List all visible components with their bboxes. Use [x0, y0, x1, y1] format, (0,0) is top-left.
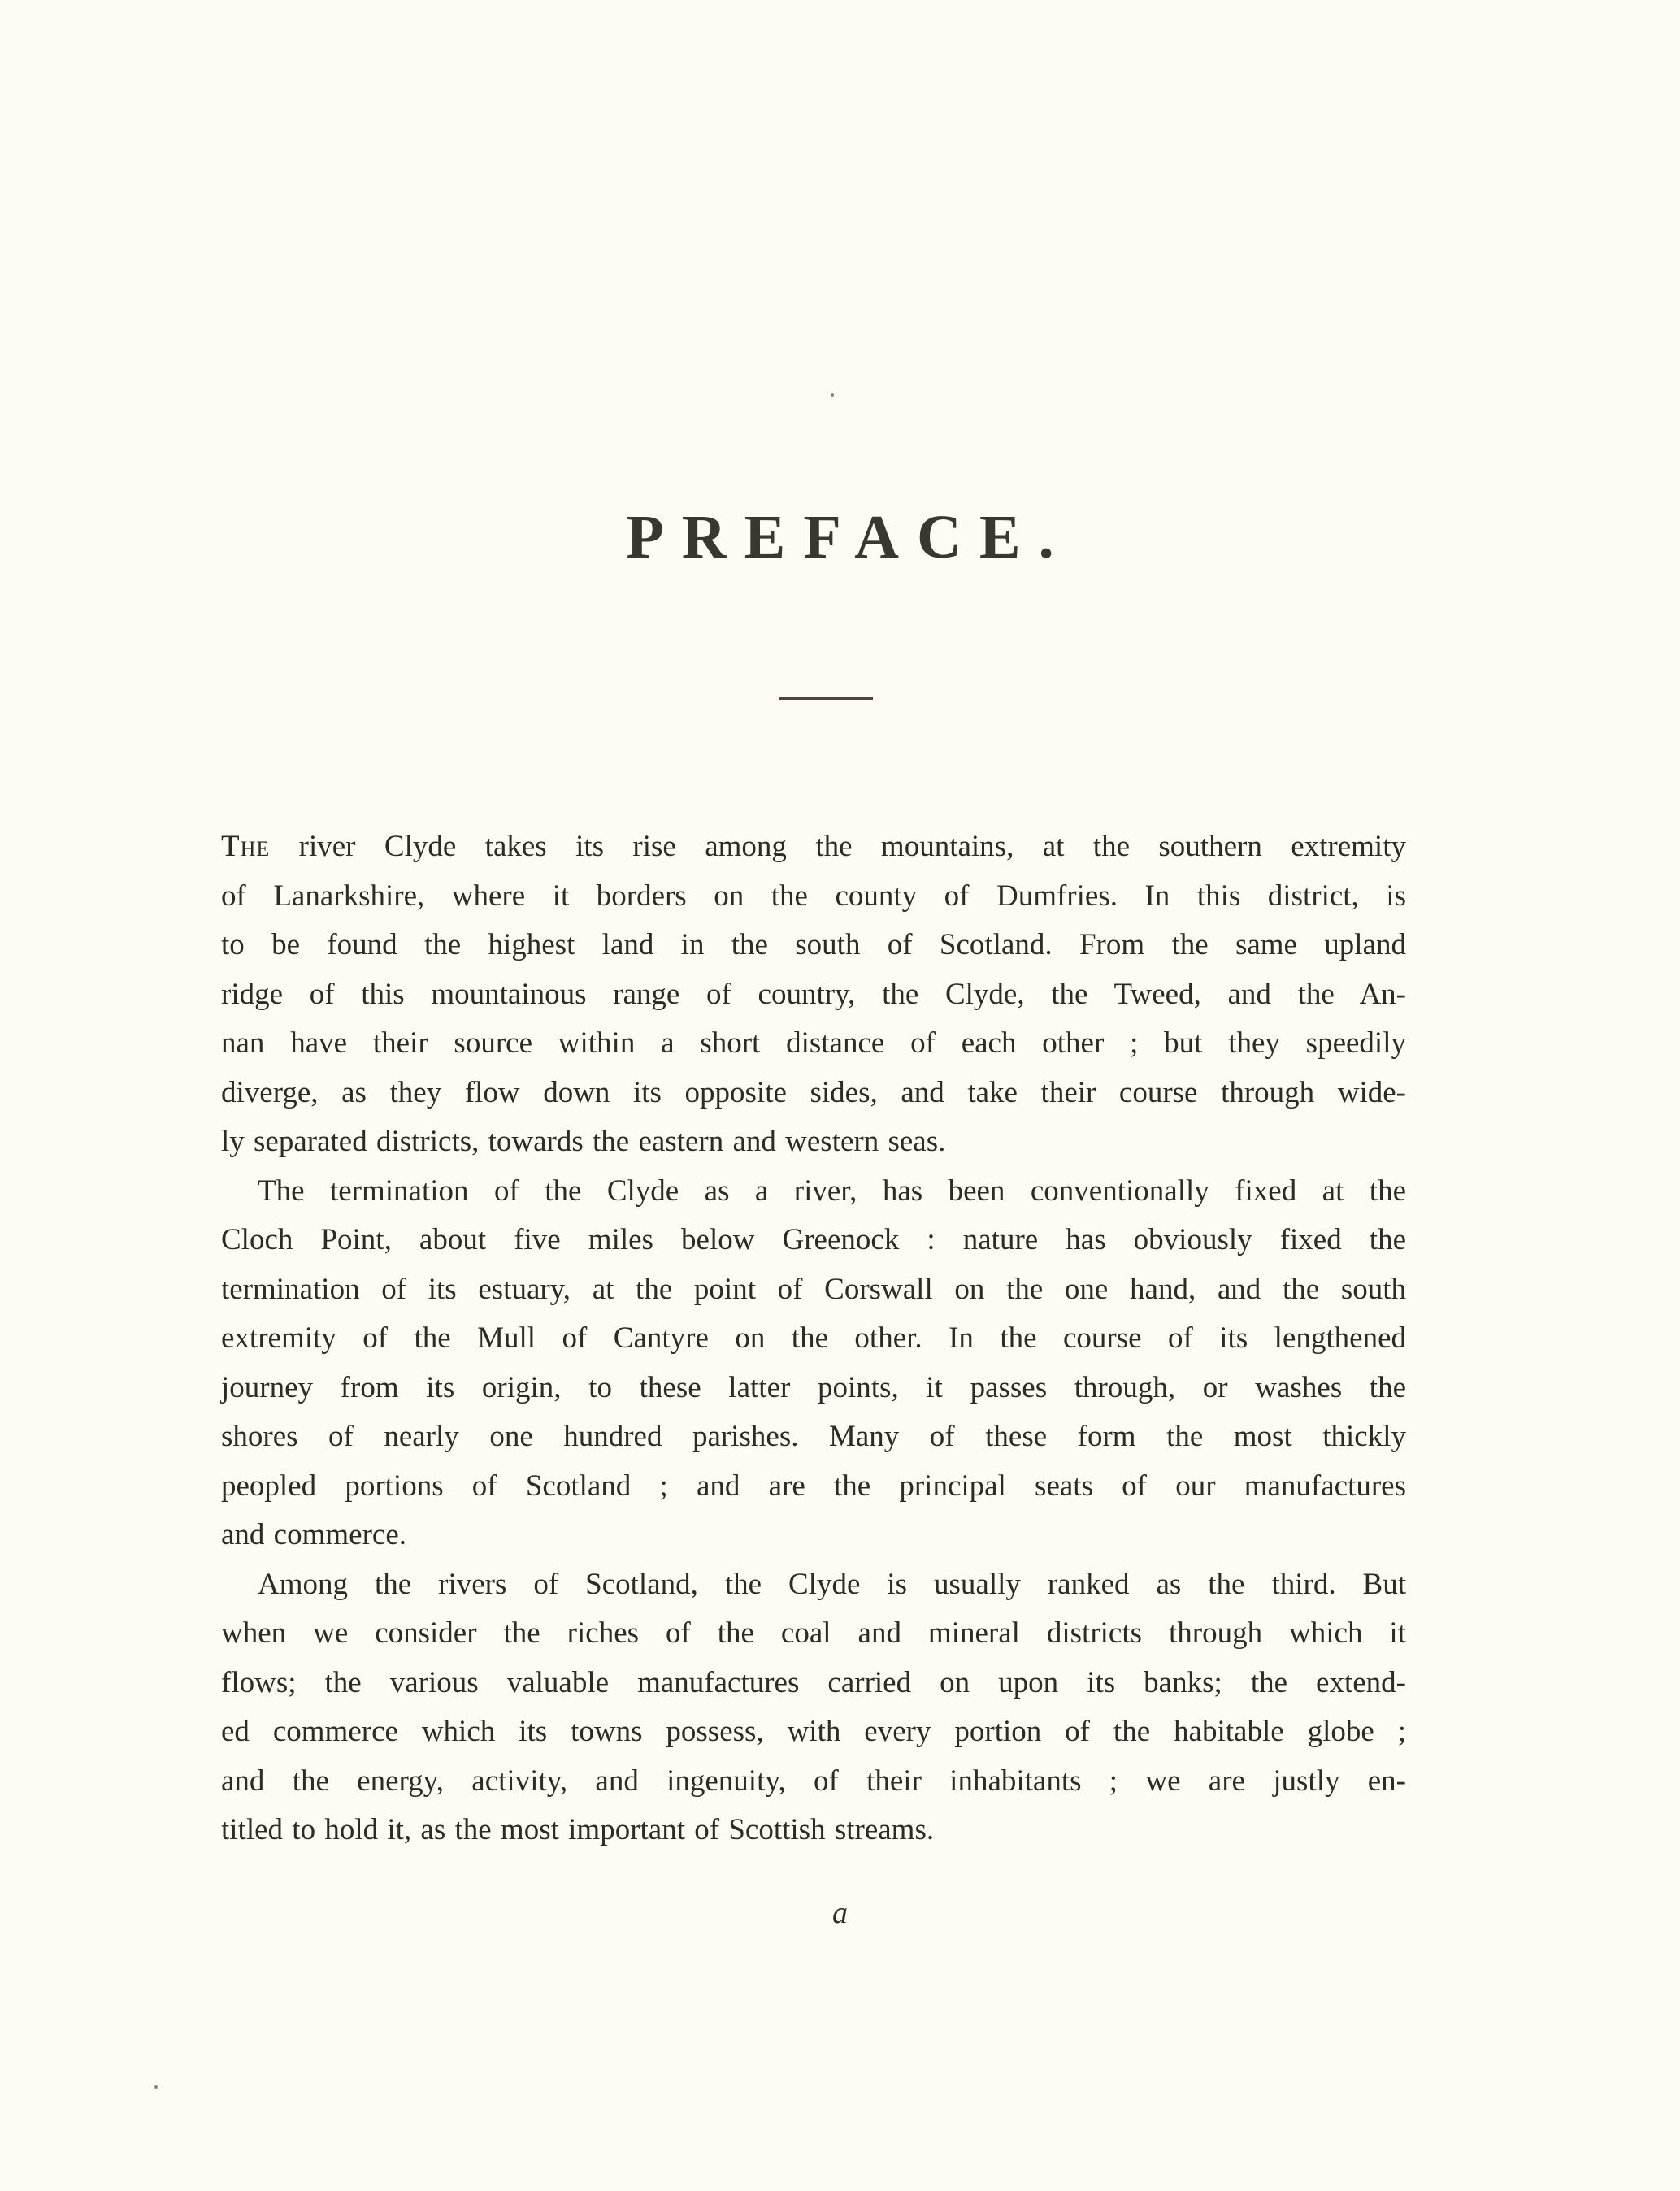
text-line: when we consider the riches of the coal and mineral districts through which it — [221, 1616, 1406, 1650]
text-line: titled to hold it, as the most important of Scottish streams. — [221, 1813, 935, 1846]
preface-body — [221, 822, 1406, 1855]
text-line: and commerce. — [221, 1518, 406, 1551]
text-line: diverge, as they flow down its opposite sides, and take their course through wide- — [221, 1075, 1406, 1109]
text-line: ridge of this mountainous range of country, the Clyde, the Tweed, and the An- — [221, 977, 1406, 1011]
text-line: Among the rivers of Scotland, the Clyde is usually ranked as the third. But — [258, 1567, 1406, 1601]
signature-mark: a — [832, 1896, 848, 1930]
text-line: termination of its estuary, at the point of Corswall on the one hand, and the south — [221, 1272, 1406, 1306]
text-line: of Lanarkshire, where it borders on the county of Dumfries. In this district, is — [221, 879, 1406, 913]
text-line: nan have their source within a short distance of each other ; but they speedily — [221, 1026, 1406, 1060]
title-rule — [779, 697, 873, 700]
text-line: extremity of the Mull of Cantyre on the other. In the course of its lengthened — [221, 1321, 1406, 1355]
text-line: ed commerce which its towns possess, with every portion of the habitable globe ; — [221, 1715, 1406, 1748]
text-line: flows; the various valuable manufactures carried on upon its banks; the extend- — [221, 1665, 1406, 1699]
page-title: PREFACE. — [626, 503, 1072, 571]
text-line: The termination of the Clyde as a river, has been conventionally fixed at the — [258, 1174, 1406, 1208]
paper-speck — [831, 393, 834, 397]
text-line: shores of nearly one hundred parishes. Many of these form the most thickly — [221, 1420, 1406, 1453]
text-line: journey from its origin, to these latter points, it passes through, or washes the — [221, 1370, 1406, 1404]
text-line: to be found the highest land in the south of Scotland. From the same upland — [221, 928, 1406, 961]
text-line: Cloch Point, about five miles below Greenock : nature has obviously fixed the — [221, 1223, 1406, 1256]
text-line: The river Clyde takes its rise among the mountains, at the southern extremity — [221, 830, 1406, 863]
paper-speck — [154, 2085, 158, 2089]
drop-word: The — [221, 830, 271, 863]
text-line: peopled portions of Scotland ; and are the principal seats of our manufactures — [221, 1469, 1406, 1503]
text-line: ly separated districts, towards the eastern and western seas. — [221, 1125, 946, 1158]
text-line: and the energy, activity, and ingenuity, of their inhabitants ; we are justly en- — [221, 1764, 1406, 1798]
